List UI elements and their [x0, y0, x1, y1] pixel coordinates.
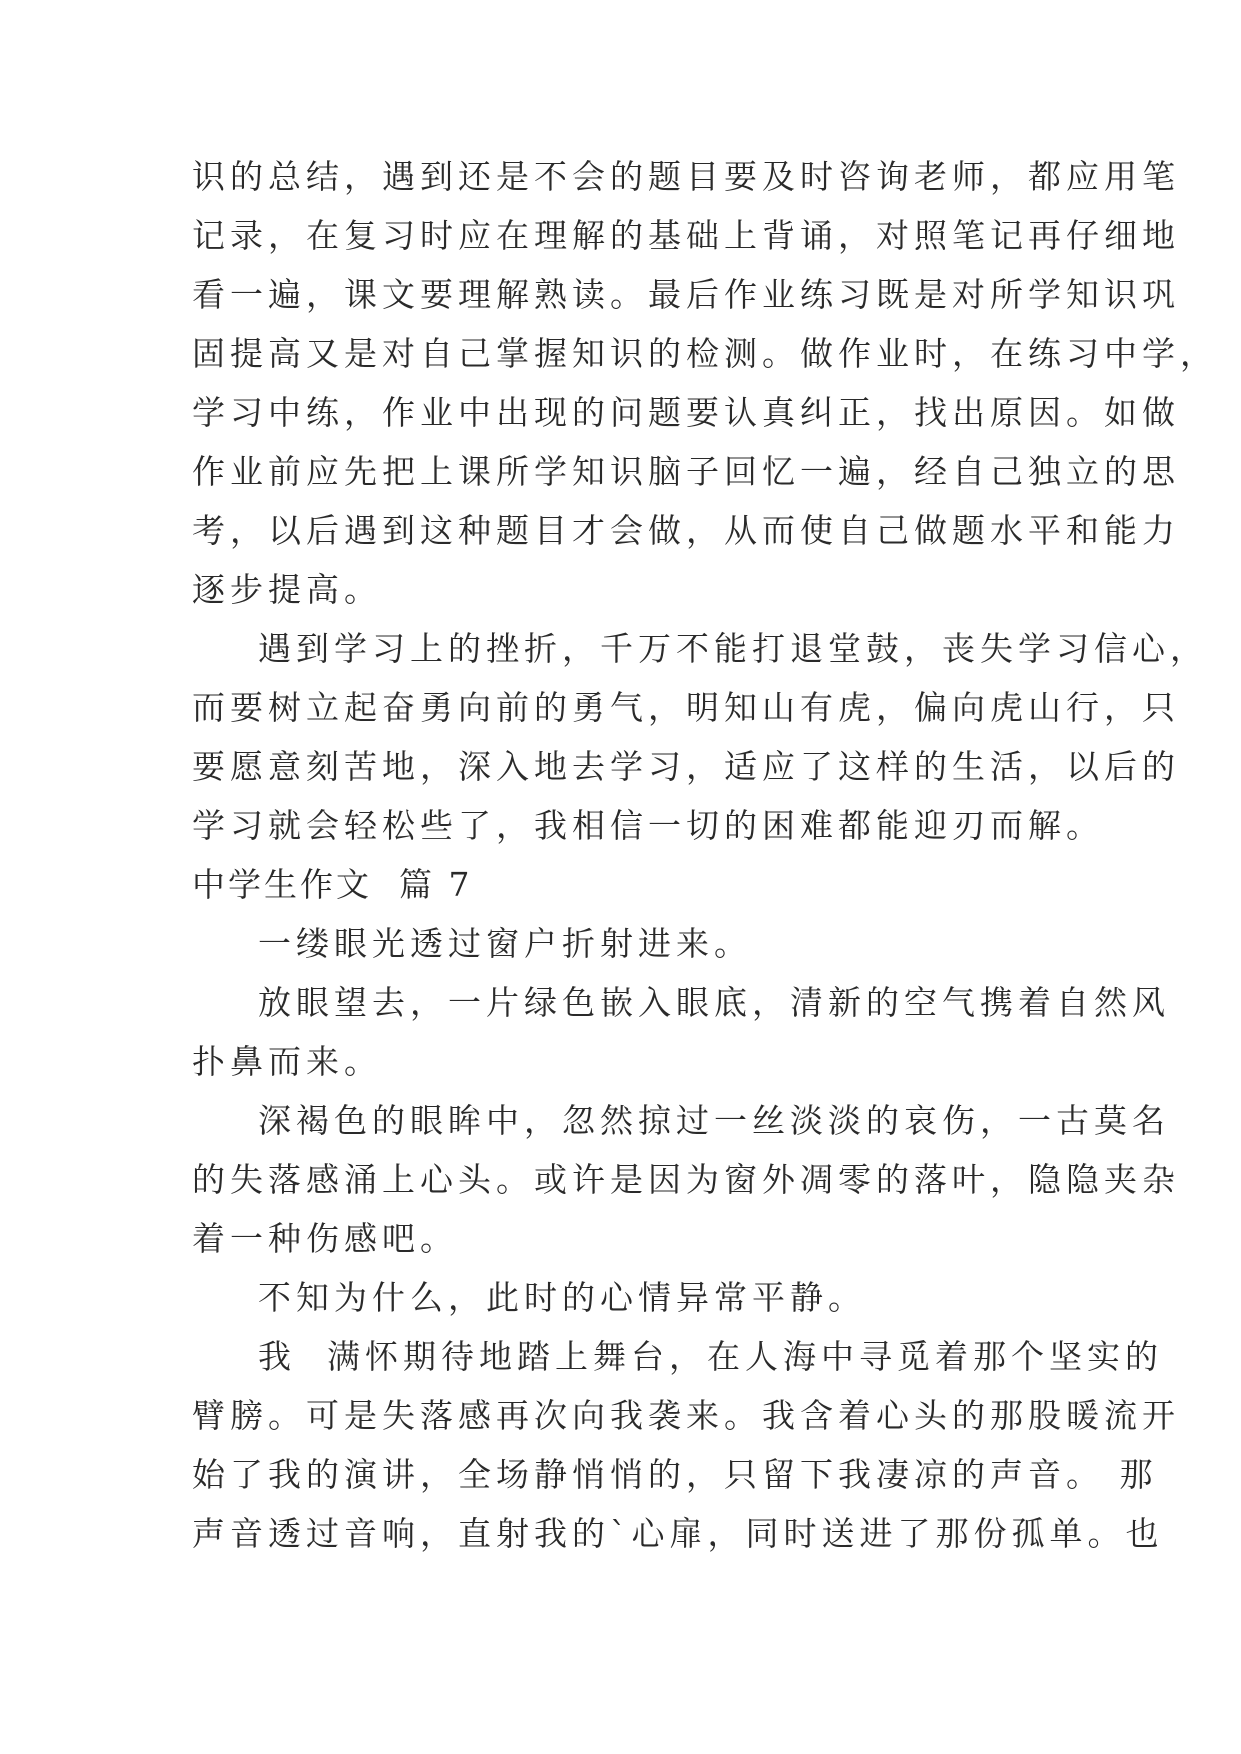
text-line: 声音透过音响，直射我的`心扉，同时送进了那份孤单。也 [192, 1514, 1164, 1553]
text-line: 始了我的演讲，全场静悄悄的，只留下我凄凉的声音。 那 [192, 1455, 1158, 1494]
text-line: 逐步提高。 [192, 570, 382, 609]
text-line: 记录，在复习时应在理解的基础上背诵，对照笔记再仔细地 [192, 216, 1180, 255]
text-line: 深褐色的眼眸中，忽然掠过一丝淡淡的哀伤，一古莫名 [258, 1101, 1170, 1140]
text-line: 识的总结，遇到还是不会的题目要及时咨询老师，都应用笔 [192, 157, 1180, 196]
text-line: 考，以后遇到这种题目才会做，从而使自己做题水平和能力 [192, 511, 1180, 550]
text-line: 臂膀。可是失落感再次向我袭来。我含着心头的那股暖流开 [192, 1396, 1180, 1435]
text-line: 扑鼻而来。 [192, 1042, 382, 1081]
text-line: 放眼望去，一片绿色嵌入眼底，清新的空气携着自然风 [258, 983, 1170, 1022]
text-line: 而要树立起奋勇向前的勇气，明知山有虎，偏向虎山行，只 [192, 688, 1180, 727]
text-line: 的失落感涌上心头。或许是因为窗外凋零的落叶，隐隐夹杂 [192, 1160, 1180, 1199]
text-line: 我 满怀期待地踏上舞台，在人海中寻觅着那个坚实的 [258, 1337, 1163, 1376]
text-line: 不知为什么，此时的心情异常平静。 [258, 1278, 866, 1317]
text-line: 一缕眼光透过窗户折射进来。 [258, 924, 752, 963]
text-line: 看一遍，课文要理解熟读。最后作业练习既是对所学知识巩 [192, 275, 1180, 314]
text-line: 学习中练，作业中出现的问题要认真纠正，找出原因。如做 [192, 393, 1180, 432]
section-heading: 中学生作文 篇 7 [192, 865, 473, 904]
document-body [192, 147, 1218, 1563]
text-line: 着一种伤感吧。 [192, 1219, 458, 1258]
text-line: 作业前应先把上课所学知识脑子回忆一遍，经自己独立的思 [192, 452, 1180, 491]
text-line: 遇到学习上的挫折，千万不能打退堂鼓，丧失学习信心， [258, 629, 1208, 668]
text-line: 固提高又是对自己掌握知识的检测。做作业时，在练习中学， [192, 334, 1218, 373]
text-line: 学习就会轻松些了，我相信一切的困难都能迎刃而解。 [192, 806, 1104, 845]
text-line: 要愿意刻苦地，深入地去学习，适应了这样的生活，以后的 [192, 747, 1180, 786]
